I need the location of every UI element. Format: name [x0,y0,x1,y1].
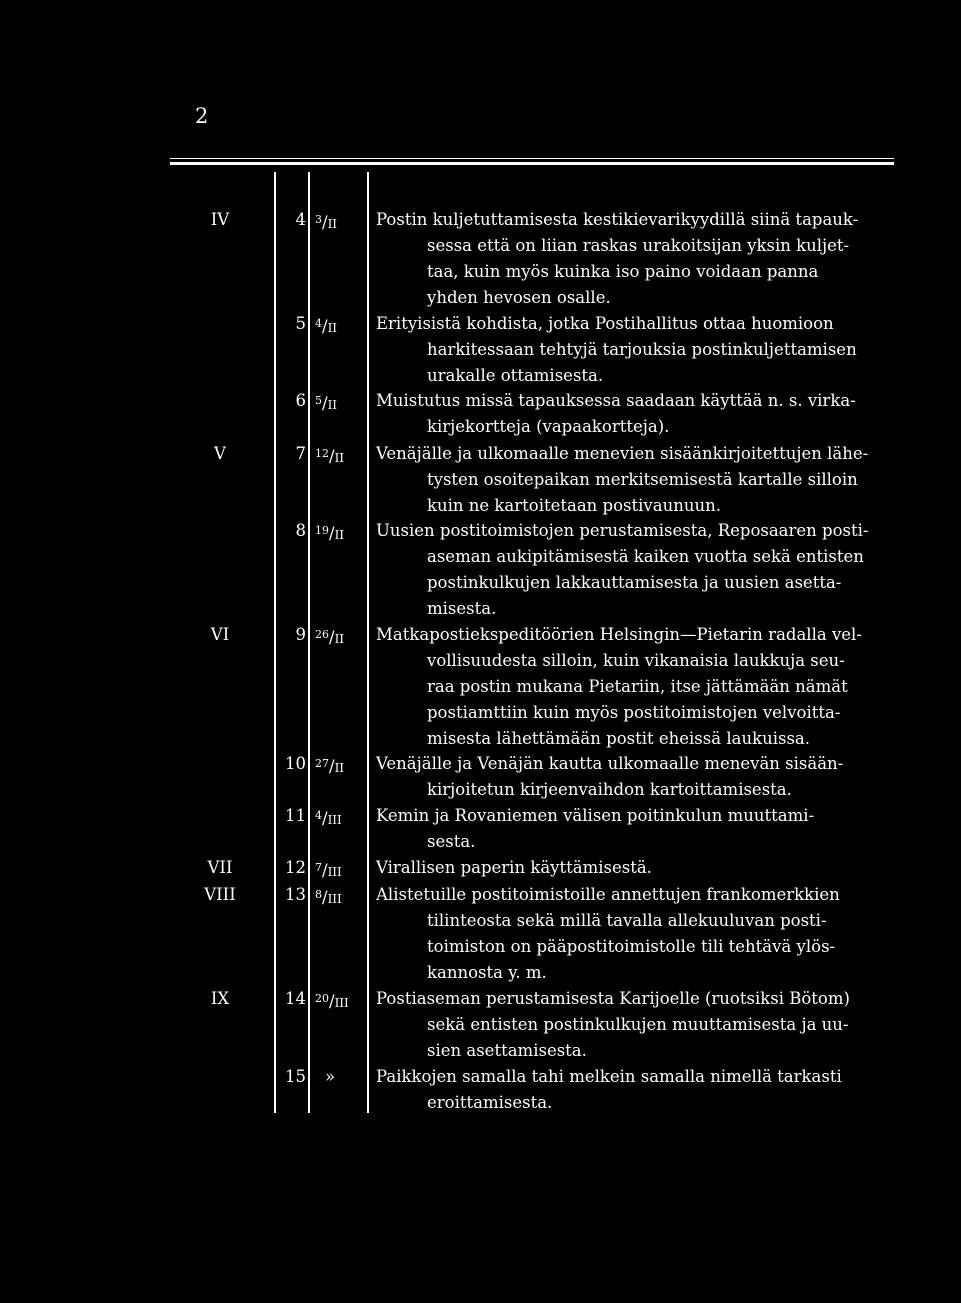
entry-title [376,803,896,855]
date-day: 3 [315,213,322,226]
date-month: II [327,217,338,231]
entry-title-line: Muistutus missä tapauksessa saadaan käyttää n. s. virka- [376,391,856,410]
page-number: 2 [195,104,209,128]
date-day: 4 [315,317,322,330]
entry-title-line: vollisuudesta silloin, kuin vikanaisia laukkuja seu- [427,651,845,671]
date-month: II [334,528,345,542]
entry-title-line: sekä entisten postinkulkujen muuttamisesta ja uu- [427,1015,849,1035]
date-month: II [334,632,345,646]
column-rule [367,172,369,1113]
date-day: 7 [315,861,322,874]
date-day: 8 [315,888,322,901]
entry-title-line: Matkapostiekspeditöörien Helsingin—Pietarin radalla vel- [376,625,862,644]
entry-title [376,882,896,986]
entry-number: 11 [285,806,306,825]
date-month: III [327,813,342,827]
entry-title-line: tysten osoitepaikan merkitsemisestä kartalle silloin [427,470,858,490]
entry-title [376,986,896,1064]
date-month: II [327,398,338,412]
entry-number: 4 [295,210,306,229]
entry-date: $^8$/III [315,888,342,907]
entry-title-line: misesta. [427,599,497,619]
entry-title [376,1064,896,1116]
entry-title-line: Venäjälle ja Venäjän kautta ulkomaalle menevän sisään- [376,754,844,773]
entry-date: $^{26}$/II [315,628,345,647]
entry-title [376,311,896,389]
date-month: III [334,996,349,1010]
entry-title-line: postiamttiin kuin myös postitoimistojen velvoitta- [427,703,841,723]
date-day: 19 [315,524,329,537]
date-month: II [334,451,345,465]
entry-number: 13 [285,885,306,904]
entry-date: $^{12}$/II [315,447,345,466]
date-month: III [327,892,342,906]
entry-date: $^{20}$/III [315,992,349,1011]
entry-title-line: Kemin ja Rovaniemen välisen poitinkulun muuttami- [376,806,815,825]
entry-title-line: taa, kuin myös kuinka iso paino voidaan panna [427,262,819,282]
section-numeral: V [214,444,226,463]
entry-number: 12 [285,858,306,877]
entry-title-line: kirjekortteja (vapaakortteja). [427,417,670,437]
section-numeral: VI [210,625,230,644]
entry-title [376,622,896,752]
entry-title-line: postinkulkujen lakkauttamisesta ja uusien asetta- [427,573,842,593]
entry-title-line: harkitessaan tehtyjä tarjouksia postinkuljettamisen [427,340,857,360]
date-month: II [327,321,338,335]
date-month: II [334,761,345,775]
entry-title-line: raa postin mukana Pietariin, itse jättämään nämät [427,677,848,697]
entry-date: $^5$/II [315,394,338,413]
date-day: 26 [315,628,329,641]
entry-title-line: Paikkojen samalla tahi melkein samalla nimellä tarkasti [376,1067,842,1086]
entry-number: 9 [295,625,306,644]
entry-number: 5 [295,314,306,333]
entry-title-line: Virallisen paperin käyttämisestä. [376,858,652,877]
entry-title-line: Alistetuille postitoimistoille annettujen frankomerkkien [376,885,840,904]
entry-number: 6 [295,391,306,410]
entry-title-line: Erityisistä kohdista, jotka Postihallitus ottaa huomioon [376,314,834,333]
entry-title-line: kirjoitetun kirjeenvaihdon kartoittamisesta. [427,780,792,800]
entry-title-line: toimiston on pääpostitoimistolle tili tehtävä ylös- [427,937,836,957]
entry-title-line: misesta lähettämään postit eheissä laukuissa. [427,729,810,749]
entry-title-line: tilinteosta sekä millä tavalla allekuuluvan posti- [427,911,827,931]
entry-number: 15 [285,1067,306,1086]
header-rule-thin [170,158,894,159]
entry-number: 8 [295,521,306,540]
entry-title [376,518,896,622]
date-day: 4 [315,809,322,822]
entry-title [376,207,896,311]
header-rule-thick [170,162,894,165]
entry-title-line: urakalle ottamisesta. [427,366,604,386]
date-day: 5 [315,394,322,407]
entry-number: 7 [295,444,306,463]
entry-date: $^4$/II [315,317,338,336]
date-day: 20 [315,992,329,1005]
entry-title-line: Postiaseman perustamisesta Karijoelle (ruotsiksi Bötom) [376,989,850,1008]
section-numeral: IV [210,210,230,229]
entry-title-line: yhden hevosen osalle. [427,288,611,308]
date-month: III [327,865,342,879]
column-rule [308,172,310,1113]
section-numeral: VII [207,858,233,877]
entry-number: 14 [285,989,306,1008]
entry-title [376,388,896,440]
entry-date: $^3$/II [315,213,338,232]
entry-title-line: sien asettamisesta. [427,1041,587,1061]
entry-title-line: sesta. [427,832,476,852]
entry-number: 10 [285,754,306,773]
section-numeral: IX [210,989,230,1008]
section-numeral: VIII [204,885,236,904]
entry-title-line: Venäjälle ja ulkomaalle menevien sisäänkirjoitettujen lähe- [376,444,869,463]
entry-date [315,1064,365,1090]
entry-date: $^4$/III [315,809,342,828]
entry-title-line: kuin ne kartoitetaan postivaunuun. [427,496,721,516]
date-day: 12 [315,447,329,460]
ditto-mark: » [325,1067,336,1086]
entry-date: $^{19}$/II [315,524,345,543]
entry-title-line: kannosta y. m. [427,963,547,983]
entry-title [376,441,896,519]
entry-title-line: eroittamisesta. [427,1093,553,1113]
entry-title [376,751,896,803]
entry-date: $^7$/III [315,861,342,880]
date-day: 27 [315,757,329,770]
entry-title-line: Uusien postitoimistojen perustamisesta, Reposaaren posti- [376,521,869,540]
entry-date: $^{27}$/II [315,757,345,776]
entry-title-line: sessa että on liian raskas urakoitsijan yksin kuljet- [427,236,850,256]
entry-title-line: Postin kuljetuttamisesta kestikievarikyydillä siinä tapauk- [376,210,859,229]
entry-title [376,855,896,881]
entry-title-line: aseman aukipitämisestä kaiken vuotta sekä entisten [427,547,864,567]
